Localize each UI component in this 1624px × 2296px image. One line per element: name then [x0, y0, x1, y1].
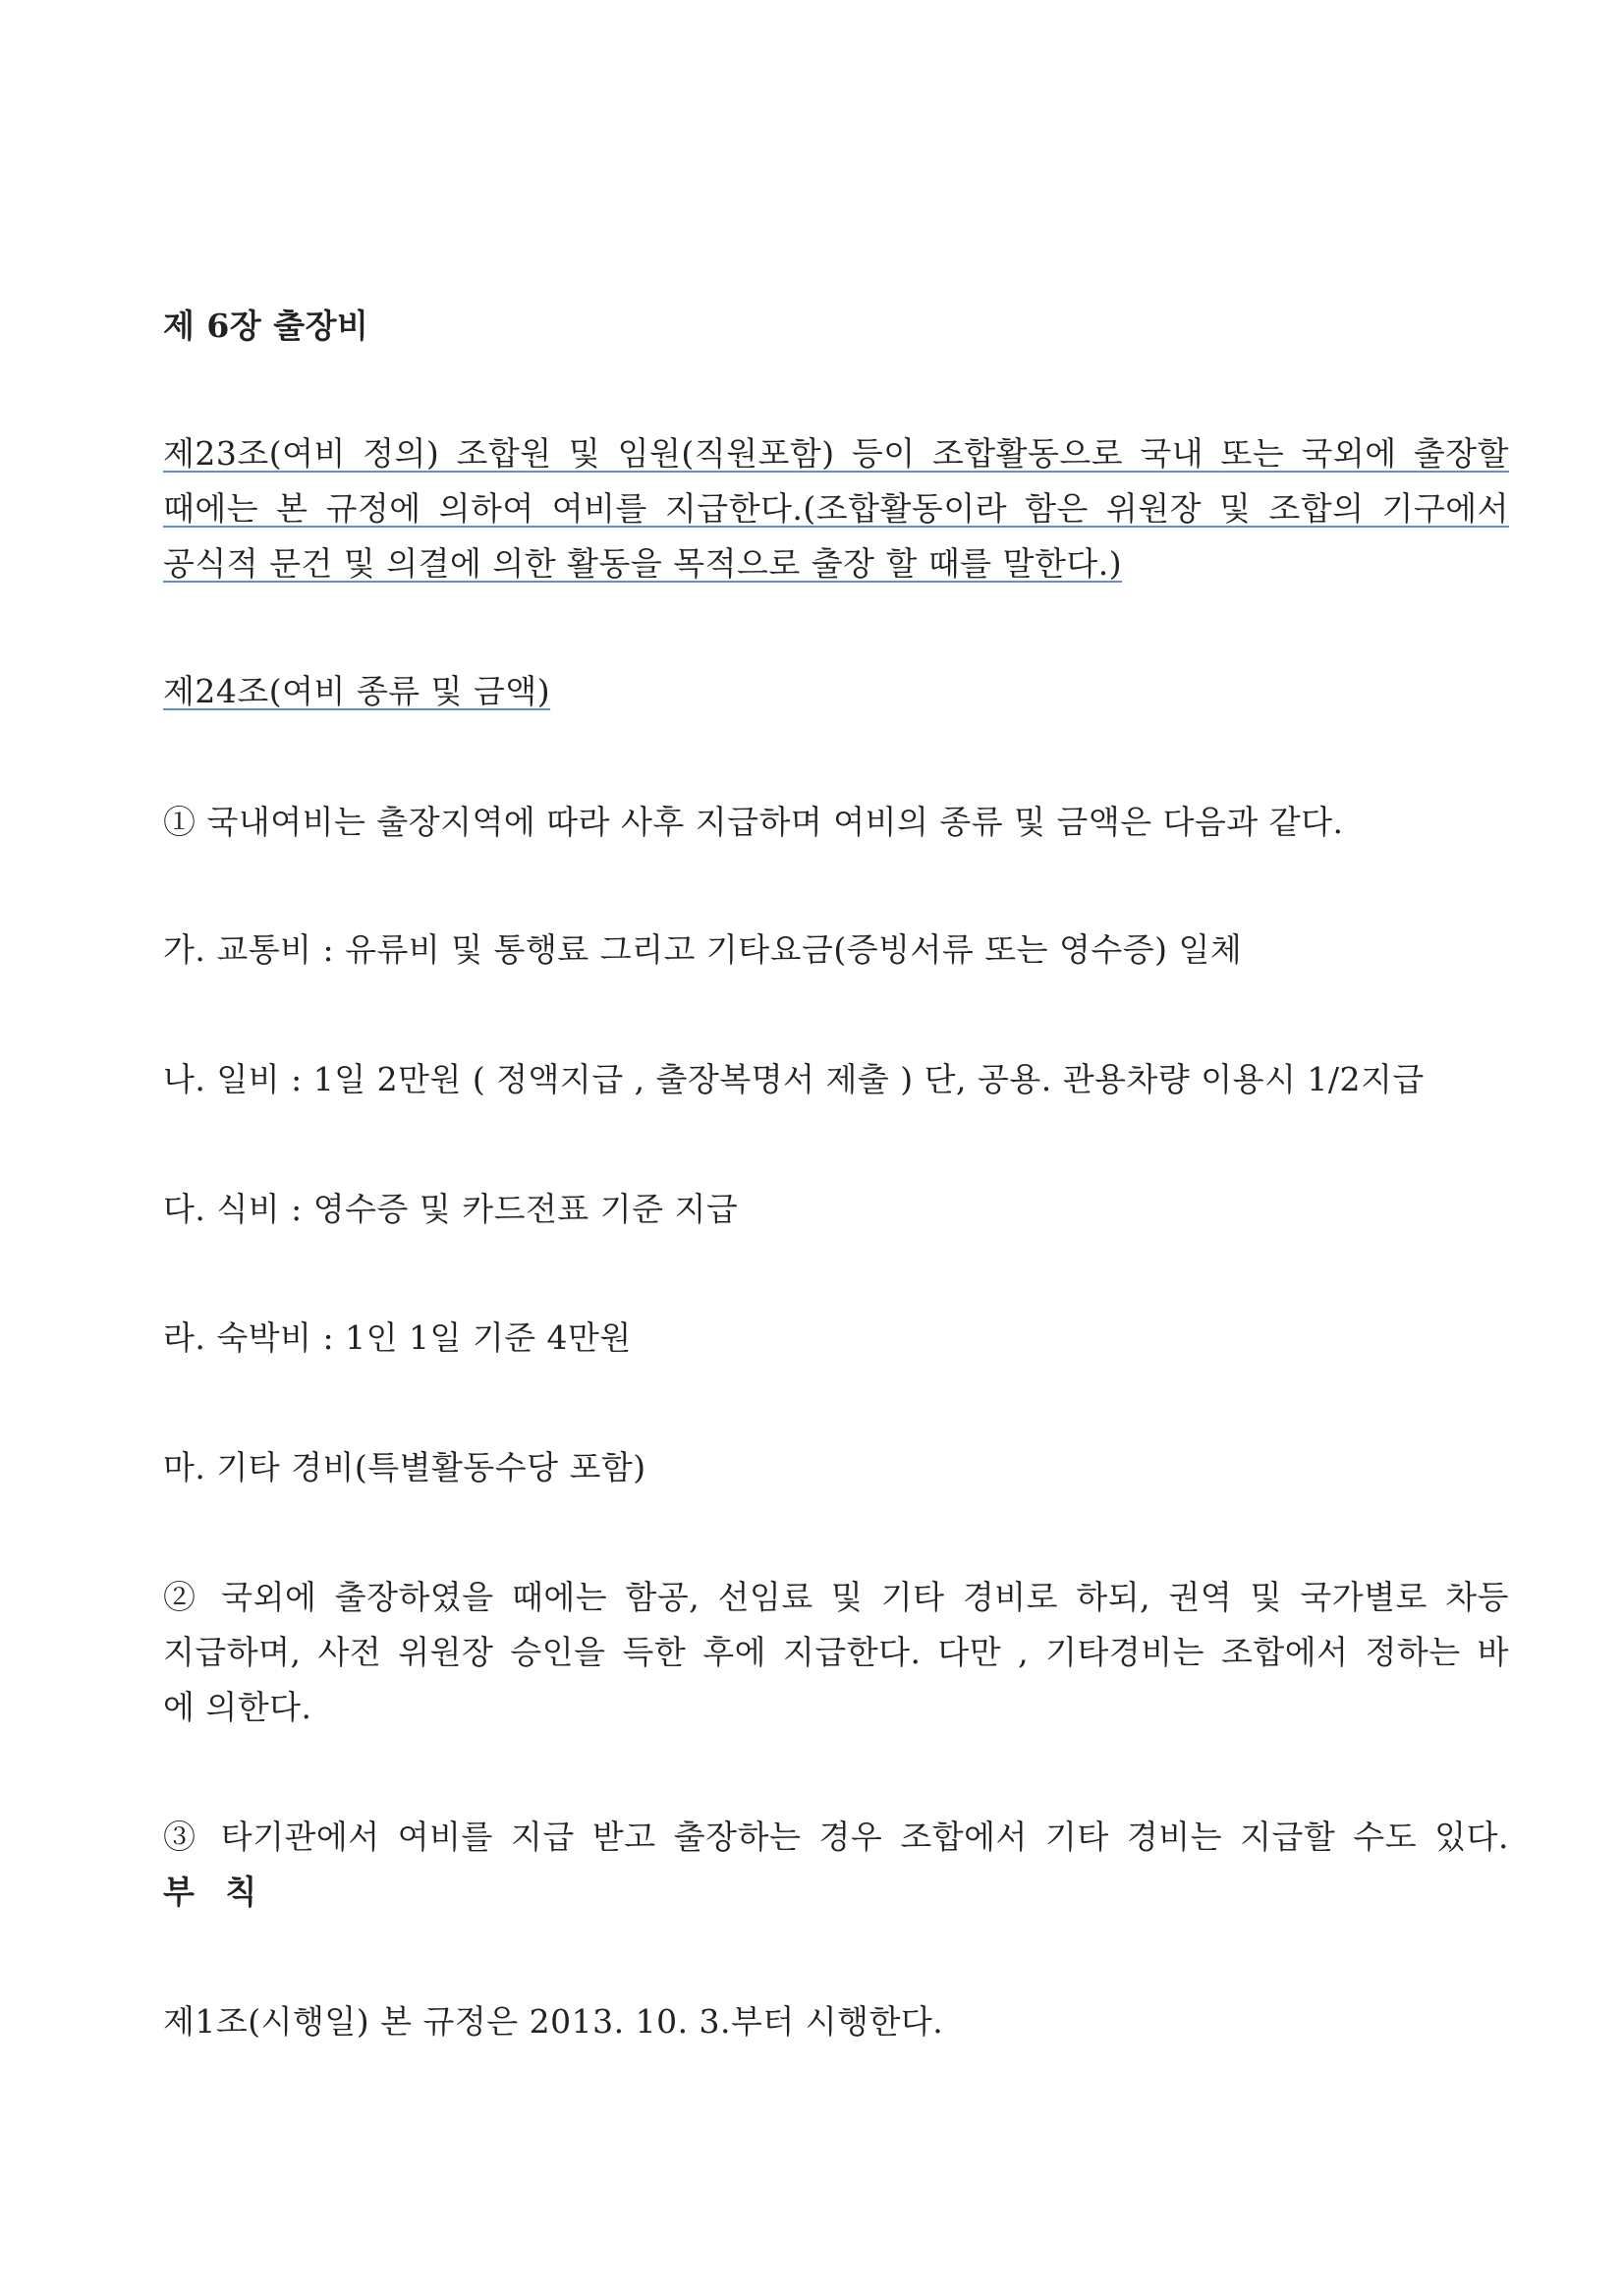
meal-cost-item: 다. 식비 : 영수증 및 카드전표 기준 지급 [163, 1190, 739, 1228]
article-23-line-1: 제23조(여비 정의) 조합원 및 임원(직원포함) 등이 조합활동으로 국내 또는 국외에 출장할 [163, 434, 1509, 473]
overseas-travel-line-3: 에 의한다. [163, 1688, 312, 1726]
article-23-line-2: 때에는 본 규정에 의하여 여비를 지급한다.(조합활동이라 함은 위원장 및 조합의 기구에서 [163, 489, 1509, 528]
transport-cost-item: 가. 교통비 : 유류비 및 통행료 그리고 기타요금(증빙서류 또는 영수증) 일체 [163, 930, 1243, 969]
daily-allowance-item: 나. 일비 : 1일 2만원 ( 정액지급 , 출장복명서 제출 ) 단, 공용. 관용차량 이용시 1/2지급 [163, 1060, 1425, 1098]
lodging-cost-item: 라. 숙박비 : 1인 1일 기준 4만원 [163, 1318, 632, 1357]
other-agency-item: ③ 타기관에서 여비를 지급 받고 출장하는 경우 조합에서 기타 경비는 지급할 수도 있다. [163, 1818, 1509, 1856]
supplementary-title: 부 칙 [163, 1873, 267, 1911]
chapter-title: 제 6장 출장비 [163, 307, 369, 345]
effective-date-article: 제1조(시행일) 본 규정은 2013. 10. 3.부터 시행한다. [163, 2002, 944, 2041]
domestic-travel-intro: ① 국내여비는 출장지역에 따라 사후 지급하며 여비의 종류 및 금액은 다음과 같다. [163, 803, 1344, 841]
article-24-title: 제24조(여비 종류 및 금액) [163, 672, 551, 710]
other-expenses-item: 마. 기타 경비(특별활동수당 포함) [163, 1448, 646, 1486]
overseas-travel-line-1: ② 국외에 출장하였을 때에는 함공, 선임료 및 기타 경비로 하되, 권역 및 국가별로 차등 [163, 1578, 1509, 1616]
article-23-line-3: 공식적 문건 및 의결에 의한 활동을 목적으로 출장 할 때를 말한다.) [163, 544, 1123, 583]
overseas-travel-line-2: 지급하며, 사전 위원장 승인을 득한 후에 지급한다. 다만 , 기타경비는 조합에서 정하는 바 [163, 1633, 1509, 1671]
